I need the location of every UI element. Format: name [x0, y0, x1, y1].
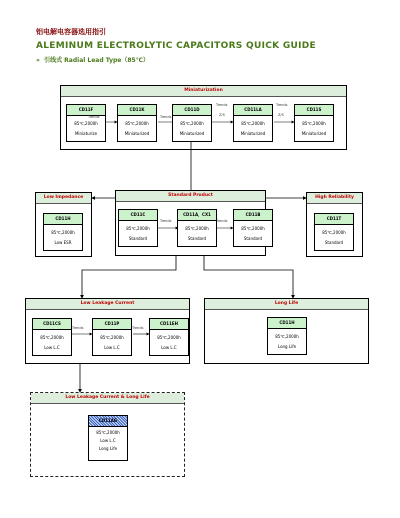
- card-low-leakage-long-life[interactable]: [88, 415, 128, 461]
- connector-label: Trends: [160, 219, 172, 223]
- card-name: CD11EH: [150, 319, 188, 330]
- card-spec: 85℃,2000h: [126, 226, 150, 231]
- group-low-leakage-title: Low Leakage Current: [26, 299, 189, 310]
- card-ll-3[interactable]: [149, 318, 189, 356]
- card-spec: 85℃,2000h: [96, 430, 120, 435]
- card-spec: 85℃,2000h: [185, 226, 209, 231]
- card-feature: Standard: [324, 240, 344, 245]
- card-feature: Miniaturized: [124, 131, 150, 136]
- card-feature-2: Long Life: [98, 446, 118, 451]
- card-mini-1[interactable]: [66, 104, 106, 142]
- card-spec: 85℃,2000h: [40, 335, 64, 340]
- card-mini-2[interactable]: [117, 104, 157, 142]
- card-name: CD11F: [67, 105, 105, 116]
- card-high-reliability[interactable]: [314, 213, 354, 251]
- card-spec: 85℃,2000h: [241, 226, 265, 231]
- card-spec: 85℃,2000h: [302, 121, 326, 126]
- cn-title: 铝电解电容器选用指引: [36, 28, 106, 36]
- card-feature: Long Life: [277, 344, 297, 349]
- card-feature: Low L.C: [104, 345, 120, 350]
- group-standard-title: Standard Product: [116, 191, 265, 202]
- group-low-leakage-long-life-title: Low Leakage Current & Long Life: [31, 393, 184, 404]
- card-feature: Standard: [187, 236, 207, 241]
- card-feature: Miniaturized: [240, 131, 266, 136]
- card-name: CD11H: [268, 318, 306, 329]
- card-mini-5[interactable]: [294, 104, 334, 142]
- card-feature: Standard: [243, 236, 263, 241]
- card-low-impedance[interactable]: [43, 213, 83, 251]
- card-mini-4[interactable]: [233, 104, 273, 142]
- std-to-longlife-line: [204, 256, 293, 298]
- card-name: CD11D: [173, 105, 211, 116]
- group-high-reliability-title: High Reliability: [307, 193, 362, 204]
- card-name: CD11LA: [234, 105, 272, 116]
- card-std-1[interactable]: [118, 209, 158, 247]
- card-feature: Low L.C: [161, 345, 177, 350]
- card-mini-3[interactable]: [172, 104, 212, 142]
- card-name: CD11P: [93, 319, 131, 330]
- group-low-impedance-title: Low Impedance: [36, 193, 91, 204]
- connector-label: Z/S: [278, 113, 284, 117]
- card-std-2[interactable]: [177, 209, 217, 247]
- card-feature: Low L.C: [44, 345, 60, 350]
- card-name: CD11H: [44, 214, 82, 225]
- card-feature: Low ESR: [54, 240, 72, 245]
- card-name: CD11AG: [89, 416, 127, 427]
- connector-label: Trends: [72, 326, 84, 330]
- connector-label: Trends: [276, 103, 288, 107]
- group-long-life-title: Long Life: [205, 299, 368, 310]
- card-spec: 85℃,2000h: [275, 334, 299, 339]
- subtitle-text: 引线式 Radial Lead Type（85℃）: [44, 57, 149, 64]
- card-spec: 85℃,2000h: [125, 121, 149, 126]
- en-title: ALEMINUM ELECTROLYTIC CAPACITORS QUICK GUIDE: [36, 41, 316, 51]
- card-spec: 85℃,2000h: [51, 230, 75, 235]
- group-miniaturization-title: Miniaturization: [61, 86, 346, 97]
- card-name: CD11T: [315, 214, 353, 225]
- card-name: CD11A，CX1: [178, 210, 216, 221]
- card-name: CD11C: [119, 210, 157, 221]
- card-feature: Miniaturized: [179, 131, 205, 136]
- connector-label: Z/S: [219, 113, 225, 117]
- card-spec: 85℃,2000h: [100, 335, 124, 340]
- card-name: CD11CS: [33, 319, 71, 330]
- card-ll-1[interactable]: [32, 318, 72, 356]
- card-spec: 85℃,2000h: [241, 121, 265, 126]
- std-to-lowleak-line: [82, 256, 176, 298]
- connector-label: Trends: [160, 115, 172, 119]
- card-name: CD11B: [234, 210, 272, 221]
- card-feature: Low L.C: [100, 438, 116, 443]
- card-feature: Miniaturize: [74, 131, 98, 136]
- card-std-3[interactable]: [233, 209, 273, 247]
- card-ll-2[interactable]: [92, 318, 132, 356]
- subtitle-bullet: »: [36, 57, 40, 64]
- card-name: CD11K: [118, 105, 156, 116]
- card-spec: 85℃,2000h: [157, 335, 181, 340]
- card-spec: 85℃,2000h: [322, 230, 346, 235]
- connector-label: Trends: [88, 115, 100, 119]
- connector-label: Trends: [216, 219, 228, 223]
- card-spec: 85℃,2000h: [180, 121, 204, 126]
- card-feature: Miniaturized: [301, 131, 327, 136]
- connector-label: Trends: [216, 103, 228, 107]
- card-spec: 85℃,2000h: [74, 121, 98, 126]
- connector-label: Trends: [132, 326, 144, 330]
- card-feature: Standard: [128, 236, 148, 241]
- card-name: CD11S: [295, 105, 333, 116]
- card-long-life[interactable]: [267, 317, 307, 355]
